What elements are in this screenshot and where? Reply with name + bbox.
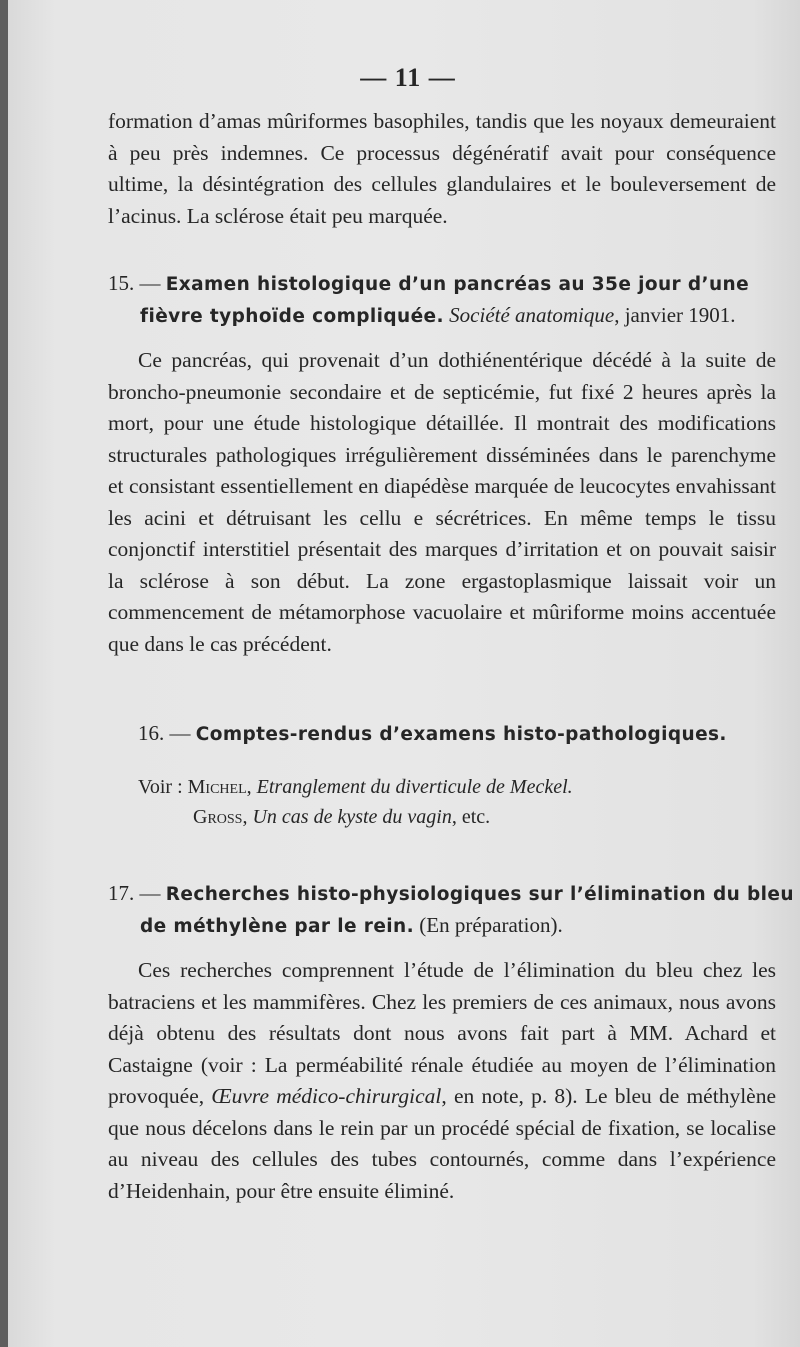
section-15-paragraph: Ce pancréas, qui provenait d’un dothiénentérique décédé à la suite de broncho-pneumonie secondaire et de septicémie, fut fixé 2 heures après la mort, pour une étude histologique détaillée. Il montrait des modifications structurales pathologiques irrégulièrement disséminées dans le parenchyme et consistant essentiellement en diapédèse marquée de leucocytes envahissant les acini et détruisant les cellu e sécrétrices. En même temps le tissu conjonctif interstitiel présentait des marques d’irritation et on pouvait saisir la sclérose à son début. La zone ergastoplasmique laissait voir un commencement de métamorphose vacuolaire et mûriforme moins accentuée que dans le cas précédent. (108, 348, 776, 656)
section-17-note: (En préparation). (414, 913, 563, 937)
section-17-paragraph-a: Ces recherches comprennent l’étude de l’élimination du bleu chez les batraciens et les mammifères. Chez les premiers de ces animaux, nous avons déjà obtenu des résultats dont nous avons fait part à MM. Achard et Castaigne (voir : La perméabilité rénale étudiée au moyen de l’élimination provoquée, (108, 958, 776, 1108)
section-15-source: Société anatomique (449, 303, 615, 327)
reference-2-rest: , etc. (451, 806, 491, 828)
section-17-paragraph-italic: Œuvre médico-chirurgical (211, 1084, 442, 1108)
reference-line-1: Voir : Michel, Etranglement du diverticule de Meckel. (138, 776, 573, 798)
section-16-title: Comptes-rendus d’examens histo-pathologiques. (195, 724, 727, 745)
section-17-paragraph (108, 955, 776, 1207)
document-page (8, 0, 800, 1347)
page-number: — 11 — (360, 63, 456, 92)
section-16-references (138, 772, 778, 832)
reference-2-author: Gross (193, 806, 243, 828)
section-15-title: Examen histologique d’un pancréas au 35e jour d’une fièvre typhoïde compliquée. (140, 274, 750, 327)
reference-1-author: Michel (187, 776, 247, 798)
section-15-source-date: , janvier 1901. (614, 303, 736, 327)
section-16-number: 16. — (138, 721, 196, 745)
section-15-heading (108, 268, 800, 332)
section-15-number: 15. — (108, 271, 166, 295)
section-16-heading (138, 718, 800, 750)
voir-label: Voir : (138, 776, 188, 798)
reference-line-2: Gross, Un cas de kyste du vagin, etc. (193, 806, 491, 828)
section-17-paragraph-b: , en note, p. 8). Le bleu de méthylène que nous décelons dans le rein par un procédé spécial de fixation, se localise au niveau des cellules des tubes contournés, comme dans l’expérience d’Heidenhain, pour être ensuite éliminé. (108, 1084, 776, 1203)
intro-paragraph: formation d’amas mûriformes basophiles, tandis que les noyaux demeuraient à peu près indemnes. Ce processus dégénératif avait pour conséquence ultime, la désintégration des cellules glandulaires et le bouleversement de l’acinus. La sclérose était peu marquée. (108, 109, 776, 228)
section-17-number: 17. — (108, 881, 166, 905)
reference-2-title: Un cas de kyste du vagin (252, 806, 452, 828)
reference-1-title: Etranglement du diverticule de Meckel. (256, 776, 573, 798)
section-17-title: Recherches histo-physiologiques sur l’élimination du bleu de méthylène par le rein. (140, 884, 794, 937)
section-17-heading (108, 878, 800, 942)
